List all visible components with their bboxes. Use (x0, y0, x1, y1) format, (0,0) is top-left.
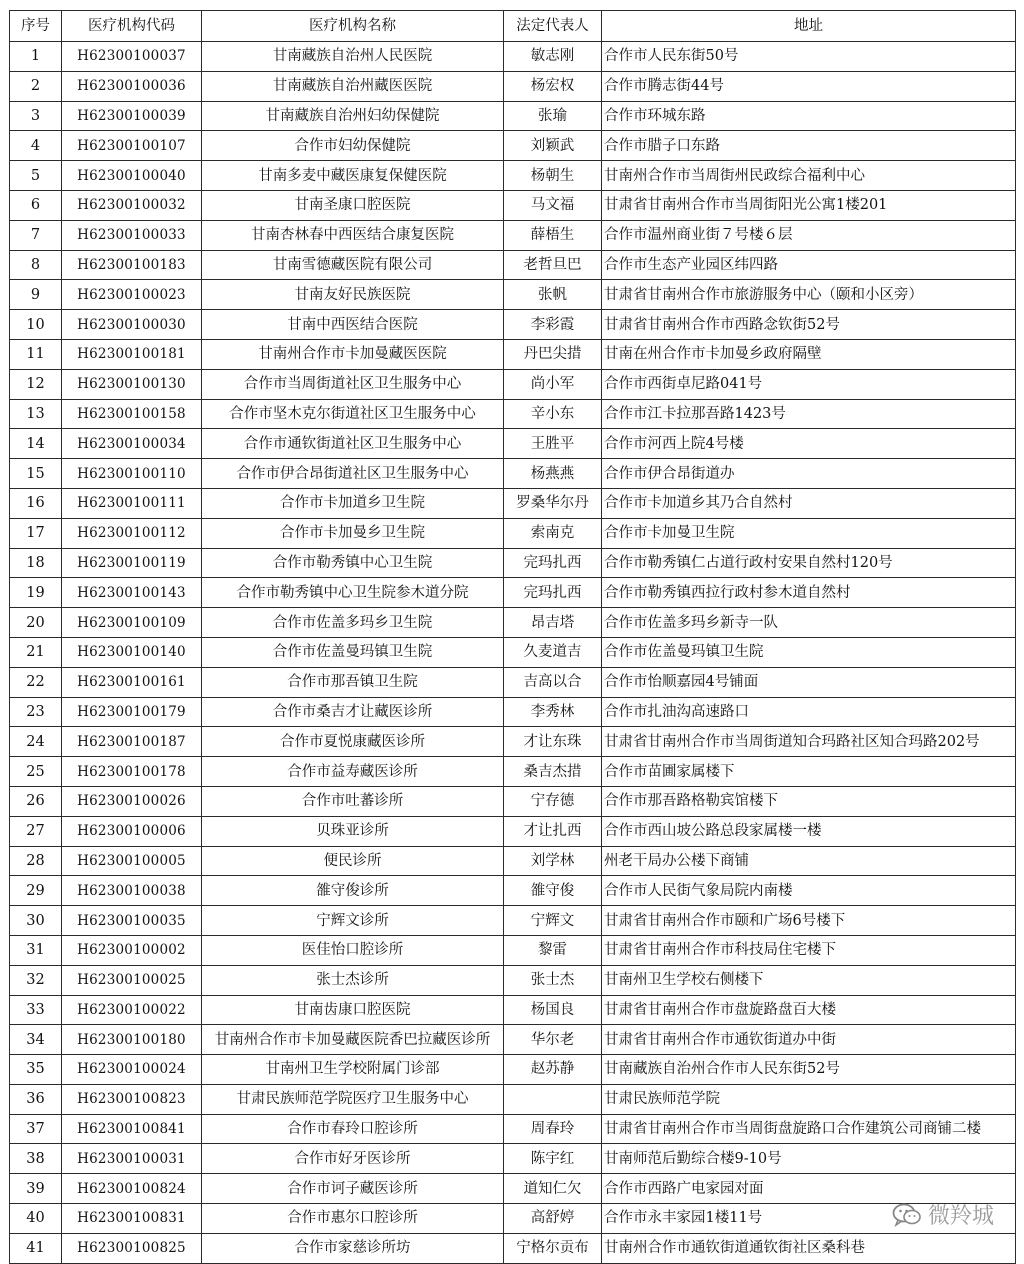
cell-institution-name: 甘南藏族自治州妇幼保健院 (202, 101, 504, 131)
cell-code: H62300100143 (62, 578, 202, 608)
table-row (10, 488, 1016, 518)
cell-representative: 刘学林 (504, 846, 602, 876)
cell-index: 2 (10, 71, 62, 101)
cell-representative: 马文福 (504, 190, 602, 220)
cell-address: 甘南州合作市当周街州民政综合福利中心 (602, 161, 1016, 191)
cell-address: 甘南州卫生学校右侧楼下 (602, 965, 1016, 995)
cell-index: 38 (10, 1144, 62, 1174)
cell-institution-name: 合作市惠尔口腔诊所 (202, 1204, 504, 1234)
cell-code: H62300100023 (62, 280, 202, 310)
cell-index: 20 (10, 608, 62, 638)
table-row (10, 131, 1016, 161)
cell-representative: 尚小军 (504, 369, 602, 399)
cell-representative: 刘颖武 (504, 131, 602, 161)
medical-institution-table (9, 10, 1016, 1264)
cell-address: 合作市西街卓尼路041号 (602, 369, 1016, 399)
cell-address: 合作市江卡拉那吾路1423号 (602, 399, 1016, 429)
cell-representative: 桑吉杰措 (504, 757, 602, 787)
cell-representative: 宁辉文 (504, 906, 602, 936)
cell-representative: 华尔老 (504, 1025, 602, 1055)
cell-index: 29 (10, 876, 62, 906)
cell-code: H62300100109 (62, 608, 202, 638)
cell-representative: 宁存德 (504, 786, 602, 816)
cell-representative: 昂吉塔 (504, 608, 602, 638)
cell-code: H62300100040 (62, 161, 202, 191)
cell-code: H62300100005 (62, 846, 202, 876)
cell-code: H62300100006 (62, 816, 202, 846)
cell-code: H62300100031 (62, 1144, 202, 1174)
table-row (10, 339, 1016, 369)
table-row (10, 667, 1016, 697)
cell-index: 21 (10, 637, 62, 667)
cell-institution-name: 合作市勒秀镇中心卫生院 (202, 548, 504, 578)
cell-institution-name: 合作市家慈诊所坊 (202, 1233, 504, 1263)
cell-index: 11 (10, 339, 62, 369)
cell-code: H62300100110 (62, 459, 202, 489)
cell-code: H62300100178 (62, 757, 202, 787)
cell-representative: 完玛扎西 (504, 578, 602, 608)
cell-index: 15 (10, 459, 62, 489)
cell-code: H62300100179 (62, 697, 202, 727)
table-row (10, 399, 1016, 429)
cell-index: 24 (10, 727, 62, 757)
cell-institution-name: 合作市吐蕃诊所 (202, 786, 504, 816)
cell-index: 1 (10, 42, 62, 72)
table-row (10, 190, 1016, 220)
header-address: 地址 (602, 11, 1016, 42)
table-header-row (10, 11, 1016, 42)
cell-institution-name: 甘肃民族师范学院医疗卫生服务中心 (202, 1084, 504, 1114)
cell-institution-name: 合作市当周街道社区卫生服务中心 (202, 369, 504, 399)
cell-address: 合作市佐盖曼玛镇卫生院 (602, 637, 1016, 667)
cell-code: H62300100183 (62, 250, 202, 280)
cell-address: 合作市卡加道乡其乃合自然村 (602, 488, 1016, 518)
table-row (10, 876, 1016, 906)
cell-address: 合作市河西上院4号楼 (602, 429, 1016, 459)
table-row (10, 1144, 1016, 1174)
table-row (10, 42, 1016, 72)
table-row (10, 71, 1016, 101)
cell-institution-name: 合作市妇幼保健院 (202, 131, 504, 161)
cell-address: 合作市勒秀镇西拉行政村参木道自然村 (602, 578, 1016, 608)
cell-address: 合作市扎油沟高速路口 (602, 697, 1016, 727)
cell-representative: 吉高以合 (504, 667, 602, 697)
table-row (10, 459, 1016, 489)
cell-institution-name: 合作市佐盖曼玛镇卫生院 (202, 637, 504, 667)
cell-representative: 索南克 (504, 518, 602, 548)
cell-address: 合作市佐盖多玛乡新寺一队 (602, 608, 1016, 638)
table-row (10, 697, 1016, 727)
cell-address: 合作市伊合昂街道办 (602, 459, 1016, 489)
table-row (10, 786, 1016, 816)
cell-institution-name: 甘南藏族自治州藏医医院 (202, 71, 504, 101)
cell-address: 合作市永丰家园1楼11号 (602, 1204, 1016, 1234)
cell-index: 19 (10, 578, 62, 608)
cell-index: 17 (10, 518, 62, 548)
table-row (10, 250, 1016, 280)
cell-index: 41 (10, 1233, 62, 1263)
cell-institution-name: 甘南多麦中藏医康复保健医院 (202, 161, 504, 191)
cell-index: 22 (10, 667, 62, 697)
cell-code: H62300100039 (62, 101, 202, 131)
cell-code: H62300100038 (62, 876, 202, 906)
cell-representative: 薛梧生 (504, 220, 602, 250)
cell-institution-name: 合作市佐盖多玛乡卫生院 (202, 608, 504, 638)
cell-address: 甘肃省甘南州合作市颐和广场6号楼下 (602, 906, 1016, 936)
cell-institution-name: 甘南中西医结合医院 (202, 310, 504, 340)
cell-institution-name: 贝珠亚诊所 (202, 816, 504, 846)
table-row (10, 1174, 1016, 1204)
cell-code: H62300100841 (62, 1114, 202, 1144)
cell-address: 甘南藏族自治州合作市人民东街52号 (602, 1055, 1016, 1085)
cell-index: 4 (10, 131, 62, 161)
cell-address: 合作市那吾路格勒宾馆楼下 (602, 786, 1016, 816)
cell-code: H62300100030 (62, 310, 202, 340)
cell-index: 7 (10, 220, 62, 250)
cell-address: 甘肃省甘南州合作市盘旋路盘百大楼 (602, 995, 1016, 1025)
cell-institution-name: 合作市卡加曼乡卫生院 (202, 518, 504, 548)
cell-address: 合作市温州商业街７号楼６层 (602, 220, 1016, 250)
cell-representative: 李彩霞 (504, 310, 602, 340)
cell-representative: 久麦道吉 (504, 637, 602, 667)
cell-institution-name: 合作市勒秀镇中心卫生院参木道分院 (202, 578, 504, 608)
cell-address: 合作市西路广电家园对面 (602, 1174, 1016, 1204)
cell-code: H62300100161 (62, 667, 202, 697)
cell-institution-name: 合作市好牙医诊所 (202, 1144, 504, 1174)
cell-address: 甘肃省甘南州合作市通钦街道办中街 (602, 1025, 1016, 1055)
table-row (10, 727, 1016, 757)
cell-institution-name: 甘南圣康口腔医院 (202, 190, 504, 220)
cell-code: H62300100823 (62, 1084, 202, 1114)
cell-code: H62300100825 (62, 1233, 202, 1263)
cell-representative: 高舒婷 (504, 1204, 602, 1234)
cell-institution-name: 甘南友好民族医院 (202, 280, 504, 310)
table-row (10, 1233, 1016, 1263)
table-row (10, 965, 1016, 995)
cell-code: H62300100181 (62, 339, 202, 369)
table-row (10, 906, 1016, 936)
cell-address: 甘南在州合作市卡加曼乡政府隔壁 (602, 339, 1016, 369)
cell-code: H62300100158 (62, 399, 202, 429)
cell-address: 合作市环城东路 (602, 101, 1016, 131)
institution-table-sheet (9, 10, 1015, 1264)
cell-institution-name: 合作市桑吉才让藏医诊所 (202, 697, 504, 727)
cell-address: 合作市人民街气象局院内南楼 (602, 876, 1016, 906)
cell-institution-name: 合作市益寿藏医诊所 (202, 757, 504, 787)
table-row (10, 846, 1016, 876)
cell-representative: 张帆 (504, 280, 602, 310)
cell-address: 甘肃民族师范学院 (602, 1084, 1016, 1114)
table-row (10, 101, 1016, 131)
cell-representative: 张士杰 (504, 965, 602, 995)
cell-representative: 黎雷 (504, 935, 602, 965)
cell-index: 34 (10, 1025, 62, 1055)
cell-index: 16 (10, 488, 62, 518)
cell-index: 32 (10, 965, 62, 995)
cell-code: H62300100036 (62, 71, 202, 101)
cell-representative: 杨国良 (504, 995, 602, 1025)
cell-index: 13 (10, 399, 62, 429)
cell-institution-name: 甘南杏林春中西医结合康复医院 (202, 220, 504, 250)
watermark-text: 微羚城 (927, 1204, 994, 1229)
table-row (10, 280, 1016, 310)
cell-representative (504, 1084, 602, 1114)
cell-code: H62300100140 (62, 637, 202, 667)
cell-representative: 杨朝生 (504, 161, 602, 191)
cell-representative: 宁格尔贡布 (504, 1233, 602, 1263)
cell-index: 14 (10, 429, 62, 459)
cell-index: 35 (10, 1055, 62, 1085)
table-row (10, 1055, 1016, 1085)
cell-representative: 丹巴尖措 (504, 339, 602, 369)
table-row (10, 310, 1016, 340)
table-row (10, 548, 1016, 578)
header-name: 医疗机构名称 (202, 11, 504, 42)
cell-index: 10 (10, 310, 62, 340)
cell-institution-name: 宁辉文诊所 (202, 906, 504, 936)
cell-index: 27 (10, 816, 62, 846)
cell-code: H62300100831 (62, 1204, 202, 1234)
cell-representative: 完玛扎西 (504, 548, 602, 578)
cell-representative: 才让扎西 (504, 816, 602, 846)
cell-index: 33 (10, 995, 62, 1025)
cell-representative: 李秀林 (504, 697, 602, 727)
cell-address: 合作市西山坡公路总段家属楼一楼 (602, 816, 1016, 846)
cell-address: 甘南州合作市通钦街道通钦街社区桑科巷 (602, 1233, 1016, 1263)
table-row (10, 1114, 1016, 1144)
cell-institution-name: 合作市伊合昂街道社区卫生服务中心 (202, 459, 504, 489)
cell-code: H62300100824 (62, 1174, 202, 1204)
cell-code: H62300100119 (62, 548, 202, 578)
table-row (10, 369, 1016, 399)
cell-institution-name: 合作市夏悦康藏医诊所 (202, 727, 504, 757)
cell-representative: 杨宏权 (504, 71, 602, 101)
cell-representative: 才让东珠 (504, 727, 602, 757)
cell-address: 合作市生态产业园区纬四路 (602, 250, 1016, 280)
cell-representative: 赵苏静 (504, 1055, 602, 1085)
cell-institution-name: 甘南州合作市卡加曼藏医院香巴拉藏医诊所 (202, 1025, 504, 1055)
cell-address: 甘肃省甘南州合作市西路念钦街52号 (602, 310, 1016, 340)
cell-address: 甘肃省甘南州合作市旅游服务中心（颐和小区旁） (602, 280, 1016, 310)
cell-institution-name: 甘南州卫生学校附属门诊部 (202, 1055, 504, 1085)
cell-institution-name: 合作市那吾镇卫生院 (202, 667, 504, 697)
table-row (10, 995, 1016, 1025)
cell-code: H62300100187 (62, 727, 202, 757)
cell-institution-name: 合作市通钦街道社区卫生服务中心 (202, 429, 504, 459)
cell-representative: 陈宇红 (504, 1144, 602, 1174)
cell-code: H62300100112 (62, 518, 202, 548)
cell-index: 26 (10, 786, 62, 816)
cell-index: 3 (10, 101, 62, 131)
header-representative: 法定代表人 (504, 11, 602, 42)
cell-address: 合作市腊子口东路 (602, 131, 1016, 161)
cell-index: 12 (10, 369, 62, 399)
table-row (10, 757, 1016, 787)
cell-institution-name: 合作市春玲口腔诊所 (202, 1114, 504, 1144)
cell-representative: 周春玲 (504, 1114, 602, 1144)
cell-code: H62300100180 (62, 1025, 202, 1055)
cell-index: 25 (10, 757, 62, 787)
cell-address: 合作市腾志街44号 (602, 71, 1016, 101)
table-row (10, 429, 1016, 459)
cell-code: H62300100024 (62, 1055, 202, 1085)
cell-address: 甘南师范后勤综合楼9-10号 (602, 1144, 1016, 1174)
cell-institution-name: 甘南州合作市卡加曼藏医医院 (202, 339, 504, 369)
cell-code: H62300100026 (62, 786, 202, 816)
cell-institution-name: 张士杰诊所 (202, 965, 504, 995)
cell-institution-name: 合作市卡加道乡卫生院 (202, 488, 504, 518)
cell-code: H62300100033 (62, 220, 202, 250)
cell-address: 甘肃省甘南州合作市当周街道知合玛路社区知合玛路202号 (602, 727, 1016, 757)
cell-index: 39 (10, 1174, 62, 1204)
table-row (10, 578, 1016, 608)
cell-representative: 王胜平 (504, 429, 602, 459)
table-row (10, 1084, 1016, 1114)
cell-code: H62300100037 (62, 42, 202, 72)
cell-index: 40 (10, 1204, 62, 1234)
cell-code: H62300100025 (62, 965, 202, 995)
table-row (10, 816, 1016, 846)
table-row (10, 935, 1016, 965)
cell-institution-name: 甘南藏族自治州人民医院 (202, 42, 504, 72)
cell-index: 30 (10, 906, 62, 936)
table-row (10, 220, 1016, 250)
cell-institution-name: 合作市诃子藏医诊所 (202, 1174, 504, 1204)
table-row (10, 161, 1016, 191)
cell-code: H62300100111 (62, 488, 202, 518)
cell-code: H62300100130 (62, 369, 202, 399)
table-row (10, 637, 1016, 667)
cell-institution-name: 便民诊所 (202, 846, 504, 876)
cell-index: 8 (10, 250, 62, 280)
cell-index: 5 (10, 161, 62, 191)
cell-representative: 张瑜 (504, 101, 602, 131)
table-row (10, 1025, 1016, 1055)
cell-address: 合作市勒秀镇仁占道行政村安果自然村120号 (602, 548, 1016, 578)
cell-index: 31 (10, 935, 62, 965)
cell-institution-name: 医佳怡口腔诊所 (202, 935, 504, 965)
cell-representative: 杨燕燕 (504, 459, 602, 489)
cell-representative: 雒守俊 (504, 876, 602, 906)
cell-index: 6 (10, 190, 62, 220)
cell-representative: 道知仁欠 (504, 1174, 602, 1204)
cell-institution-name: 甘南齿康口腔医院 (202, 995, 504, 1025)
cell-code: H62300100107 (62, 131, 202, 161)
cell-code: H62300100034 (62, 429, 202, 459)
cell-institution-name: 雒守俊诊所 (202, 876, 504, 906)
table-row (10, 1204, 1016, 1234)
cell-code: H62300100032 (62, 190, 202, 220)
table-body (10, 42, 1016, 1264)
header-index: 序号 (10, 11, 62, 42)
cell-representative: 辛小东 (504, 399, 602, 429)
cell-index: 18 (10, 548, 62, 578)
cell-representative: 敏志刚 (504, 42, 602, 72)
cell-address: 合作市卡加曼卫生院 (602, 518, 1016, 548)
cell-address: 合作市怡顺嘉园4号铺面 (602, 667, 1016, 697)
cell-address: 合作市苗圃家属楼下 (602, 757, 1016, 787)
cell-index: 37 (10, 1114, 62, 1144)
cell-index: 23 (10, 697, 62, 727)
header-code: 医疗机构代码 (62, 11, 202, 42)
cell-index: 9 (10, 280, 62, 310)
cell-institution-name: 甘南雪德藏医院有限公司 (202, 250, 504, 280)
table-row (10, 608, 1016, 638)
cell-code: H62300100035 (62, 906, 202, 936)
cell-representative: 罗桑华尔丹 (504, 488, 602, 518)
cell-representative: 老哲旦巴 (504, 250, 602, 280)
cell-index: 28 (10, 846, 62, 876)
cell-address: 州老干局办公楼下商铺 (602, 846, 1016, 876)
cell-address: 合作市人民东街50号 (602, 42, 1016, 72)
cell-index: 36 (10, 1084, 62, 1114)
cell-code: H62300100022 (62, 995, 202, 1025)
cell-institution-name: 合作市坚木克尔街道社区卫生服务中心 (202, 399, 504, 429)
cell-code: H62300100002 (62, 935, 202, 965)
cell-address: 甘肃省甘南州合作市当周街阳光公寓1楼201 (602, 190, 1016, 220)
table-row (10, 518, 1016, 548)
cell-address: 甘肃省甘南州合作市科技局住宅楼下 (602, 935, 1016, 965)
cell-address: 甘肃省甘南州合作市当周街盘旋路口合作建筑公司商铺二楼 (602, 1114, 1016, 1144)
